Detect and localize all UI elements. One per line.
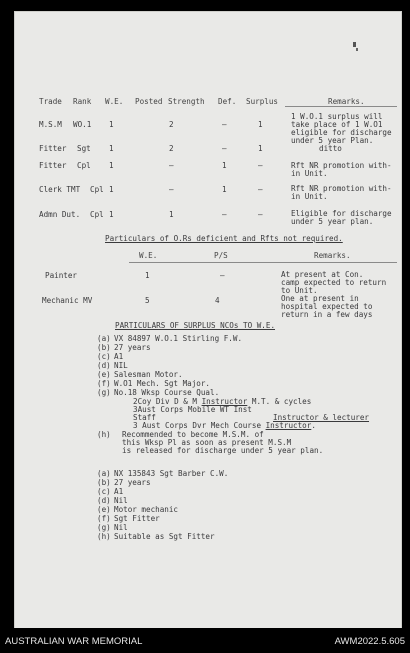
row-we: 1 <box>109 120 114 129</box>
row-we: 1 <box>145 271 150 280</box>
document-page: Trade Rank W.E. Posted Strength Def. Surplus Remarks. M.S.M WO.1 1 2 – 1 1 W.O.1 surplus will take place of 1 W.O1 eligible for discharge under 5 year Plan. Fitter Sgt 1 2 – 1 ditto Fitter Cpl 1 – 1 – Rft NR promotion with- in Unit. Clerk TMT Cpl 1 – 1 – Rft NR promotion with- in Unit. Admn Dut. Cpl 1 1 – – Eligible for discharge under 5 year plan. Particulars of O.Rs deficient and Rfts not required. W.E. P/S Remarks. Painter 1 – At present at Con. camp expected to return to Unit. Mechanic MV 5 4 One at present in hospital expected to return in a few days PARTICULARS OF SURPLUS NCOs TO W.E. (a) VX 84897 W.O.1 Stirling F.W. (b) 27 years (c) A1 (d) NIL (e) Salesman Motor. (f) W.O1 Mech. Sgt Major. (g) No.18 Wksp Course Qual. 2Coy Div D & M Instructor M.T. & cycles 3Aust Corps Mobile WT Inst Staff Instructor & lecturer 3 Aust Corps Dvr Mech Course Instructor. (h) Recommended to become M.S.M. of this Wksp Pl as soon as present M.S.M is released for discharge under 5 year plan. (a) NX 135843 Sgt Barber C.W. (b) 27 years (c) A1 (d) Nil (e) Motor mechanic (f) Sgt Fitter (g) Nil (h) Suitable as Sgt Fitter <box>14 11 402 630</box>
row-trade: Admn Dut. <box>39 210 81 219</box>
row-remark-line: eligible for discharge <box>291 128 392 137</box>
ink-mark <box>353 42 356 47</box>
row-remark-line: One at present in <box>281 294 359 303</box>
row-remark-line: Rft NR promotion with- <box>291 161 392 170</box>
row-remark-line: under 5 year plan. <box>291 217 374 226</box>
row-surplus: 1 <box>258 144 263 153</box>
row-remark-line: under 5 year Plan. <box>291 136 374 145</box>
row-remark-line: take place of 1 W.O1 <box>291 120 383 129</box>
row-surplus: – <box>258 185 263 194</box>
row-def: 1 <box>222 161 227 170</box>
row-rank: Cpl <box>77 161 91 170</box>
row-def: – <box>222 210 227 219</box>
row-remark-line: Eligible for discharge <box>291 209 392 218</box>
qualification-line: 3 Aust Corps Dvr Mech Course Instructor. <box>133 421 316 430</box>
qualification-right: Instructor & lecturer <box>273 413 370 422</box>
header-trade: Trade <box>39 97 62 106</box>
header-we: W.E. <box>139 251 158 260</box>
row-we: 1 <box>109 144 114 153</box>
row-trade: M.S.M <box>39 120 62 129</box>
row-def: 1 <box>222 185 227 194</box>
row-we: 1 <box>109 210 114 219</box>
header-surplus: Surplus <box>246 97 279 106</box>
footer-reference: AWM2022.5.605 <box>334 636 405 647</box>
row-remark-line: hospital expected to <box>281 302 373 311</box>
row-strength: 1 <box>169 210 174 219</box>
row-remark-line: in Unit. <box>291 169 328 178</box>
row-surplus: – <box>258 210 263 219</box>
table2-rule <box>129 262 397 263</box>
footer-institution: AUSTRALIAN WAR MEMORIAL <box>5 636 143 647</box>
row-rank: WO.1 <box>73 120 92 129</box>
header-we: W.E. <box>105 97 124 106</box>
qualification-line: 2Coy Div D & M Instructor M.T. & cycles <box>133 397 312 406</box>
row-remark-line: to Unit. <box>281 286 318 295</box>
header-def: Def. <box>218 97 237 106</box>
row-trade: Fitter <box>39 161 67 170</box>
qualification-line: 3Aust Corps Mobile WT Inst <box>133 405 252 414</box>
header-rank: Rank <box>73 97 92 106</box>
row-trade: Fitter <box>39 144 67 153</box>
header-strength: Strength <box>168 97 205 106</box>
header-remarks: Remarks. <box>328 97 365 106</box>
row-remark-line: camp expected to return <box>281 278 387 287</box>
qualification-line: Staff <box>133 413 156 422</box>
header-ps: P/S <box>214 251 228 260</box>
row-trade: Painter <box>45 271 78 280</box>
row-remark-line: Rft NR promotion with- <box>291 184 392 193</box>
row-strength: 2 <box>169 120 174 129</box>
archive-footer <box>0 628 410 653</box>
row-strength: – <box>169 185 174 194</box>
row-surplus: 1 <box>258 120 263 129</box>
row-rank: Sgt <box>77 144 91 153</box>
row-trade: Mechanic MV <box>42 296 93 305</box>
row-remark-line: in Unit. <box>291 192 328 201</box>
row-rank: Cpl <box>90 185 104 194</box>
row-remark-line: 1 W.O.1 surplus will <box>291 112 383 121</box>
table2-title: Particulars of O.Rs deficient and Rfts not required. <box>105 234 343 243</box>
surplus-title: PARTICULARS OF SURPLUS NCOs TO W.E. <box>115 321 276 330</box>
header-rule <box>285 106 397 107</box>
row-ps: – <box>220 271 225 280</box>
row-def: – <box>222 144 227 153</box>
row-surplus: – <box>258 161 263 170</box>
row-we: 1 <box>109 161 114 170</box>
row-remark-line: return in a few days <box>281 310 373 319</box>
row-rank: Cpl <box>90 210 104 219</box>
header-posted: Posted <box>135 97 163 106</box>
row-trade: Clerk TMT <box>39 185 81 194</box>
row-strength: 2 <box>169 144 174 153</box>
row-remark-line: At present at Con. <box>281 270 364 279</box>
row-remark-line: ditto <box>319 144 342 153</box>
row-we: 1 <box>109 185 114 194</box>
row-ps: 4 <box>215 296 220 305</box>
header-remarks: Remarks. <box>314 251 351 260</box>
ink-mark <box>356 48 358 51</box>
row-def: – <box>222 120 227 129</box>
row-we: 5 <box>145 296 150 305</box>
row-strength: – <box>169 161 174 170</box>
